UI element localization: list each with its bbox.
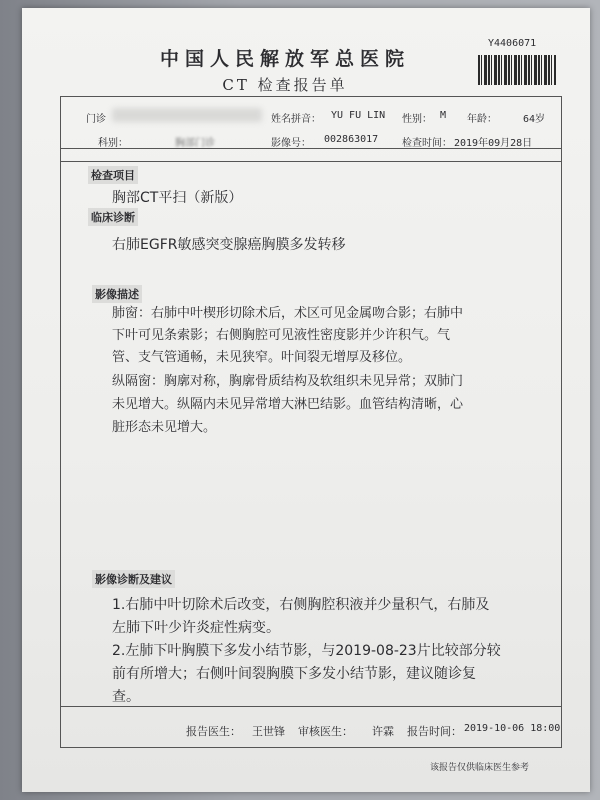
report-title: CT 检查报告单 (222, 76, 348, 94)
impression-line: 查。 (112, 689, 140, 705)
findings-line: 管、支气管通畅，未见狭窄。叶间裂无增厚及移位。 (112, 350, 412, 365)
report-time-label: 报告时间： (407, 725, 462, 738)
name-value: YU FU LIN (331, 110, 386, 121)
reporter-name: 王世锋 (252, 725, 285, 738)
info-bottom-rule (60, 161, 562, 162)
clinic-label: 门诊 (86, 114, 106, 125)
age-label: 年龄： (467, 114, 497, 125)
reviewer-label: 审核医生： (298, 725, 353, 738)
sex-value: M (440, 110, 447, 121)
report-id: Y4406071 (488, 38, 537, 49)
name-label: 姓名拼音： (271, 114, 321, 125)
image-number-value: 002863017 (324, 134, 379, 145)
impression-line: 左肺下叶少许炎症性病变。 (112, 620, 280, 636)
dept-value: 胸部门诊 (175, 138, 215, 149)
age-value: 64岁 (523, 114, 546, 125)
dept-label: 科别： (98, 138, 128, 149)
findings-line: 未见增大。纵隔内未见异常增大淋巴结影。血管结构清晰，心 (112, 397, 464, 412)
reporter-label: 报告医生： (186, 725, 241, 738)
sex-label: 性别： (402, 114, 432, 125)
report-time-value: 2019-10-06 18:00 (464, 723, 561, 734)
clinical-diagnosis-label: 临床诊断 (88, 208, 138, 226)
exam-item-label: 检查项目 (88, 166, 138, 184)
footer-note: 该报告仅供临床医生参考 (430, 763, 530, 773)
findings-line: 脏形态未见增大。 (112, 420, 217, 435)
hospital-name: 中国人民解放军总医院 (159, 48, 410, 70)
findings-line: 肺窗：右肺中叶楔形切除术后，术区可见金属吻合影；右肺中 (112, 306, 464, 321)
barcode (478, 55, 556, 85)
findings-line: 纵隔窗：胸廓对称，胸廓骨质结构及软组织未见异常；双肺门 (112, 374, 464, 389)
findings-label: 影像描述 (92, 285, 142, 303)
impression-line: 前有所增大；右侧叶间裂胸膜下多发小结节影，建议随诊复 (112, 666, 476, 682)
findings-line: 下叶可见条索影；右侧胸腔可见液性密度影并少许积气。气 (112, 328, 451, 343)
exam-item-value: 胸部CT平扫（新版） (112, 190, 243, 206)
exam-time-value: 2019年09月28日 (454, 138, 533, 149)
clinical-diagnosis-value: 右肺EGFR敏感突变腺癌胸膜多发转移 (112, 237, 346, 253)
impression-label: 影像诊断及建议 (92, 570, 175, 588)
image-number-label: 影像号： (271, 138, 311, 149)
reviewer-name: 许霖 (372, 725, 394, 738)
impression-line: 2.左肺下叶胸膜下多发小结节影，与2019-08-23片比较部分较 (112, 643, 501, 659)
redacted-clinic-number (112, 108, 262, 122)
exam-time-label: 检查时间： (402, 138, 452, 149)
impression-line: 1.右肺中叶切除术后改变，右侧胸腔积液并少量积气，右肺及 (112, 597, 490, 613)
